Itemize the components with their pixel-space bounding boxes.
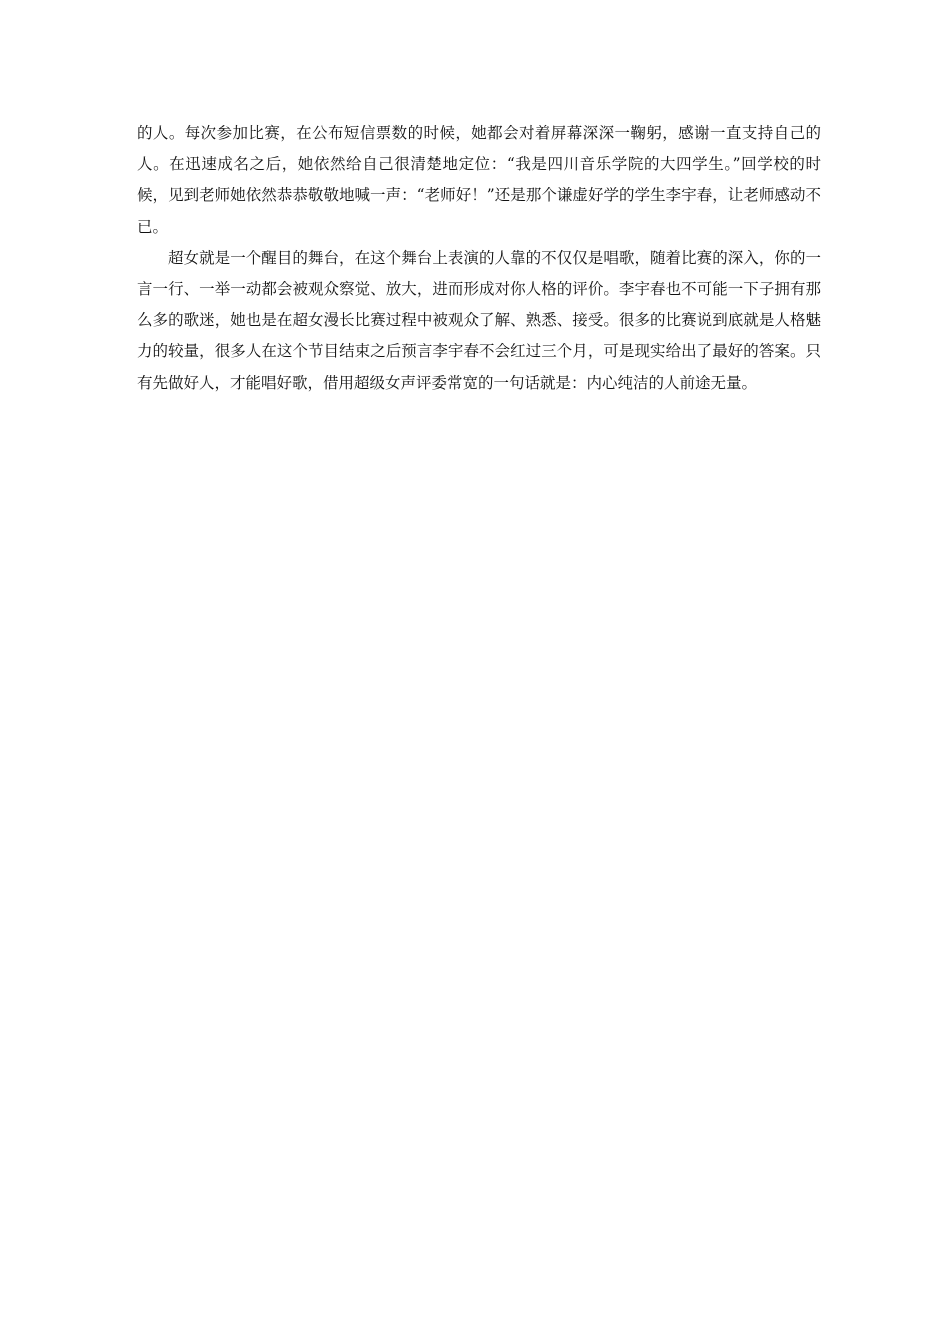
paragraph-1: 的人。每次参加比赛，在公布短信票数的时候，她都会对着屏幕深深一鞠躬，感谢一直支持自己的人。在迅速成名之后，她依然给自己很清楚地定位：“我是四川音乐学院的大四学生。”回学校的时候，见到老师她依然恭恭敬敬地喊一声：“老师好！”还是那个谦虚好学的学生李宇春，让老师感动不已。 <box>137 124 821 236</box>
body-text <box>137 118 821 399</box>
paragraph-2: 超女就是一个醒目的舞台，在这个舞台上表演的人靠的不仅仅是唱歌，随着比赛的深入，你的一言一行、一举一动都会被观众察觉、放大，进而形成对你人格的评价。李宇春也不可能一下子拥有那么多的歌迷，她也是在超女漫长比赛过程中被观众了解、熟悉、接受。很多的比赛说到底就是人格魅力的较量，很多人在这个节目结束之后预言李宇春不会红过三个月，可是现实给出了最好的答案。只有先做好人，才能唱好歌，借用超级女声评委常宽的一句话就是：内心纯洁的人前途无量。 <box>137 248 821 392</box>
